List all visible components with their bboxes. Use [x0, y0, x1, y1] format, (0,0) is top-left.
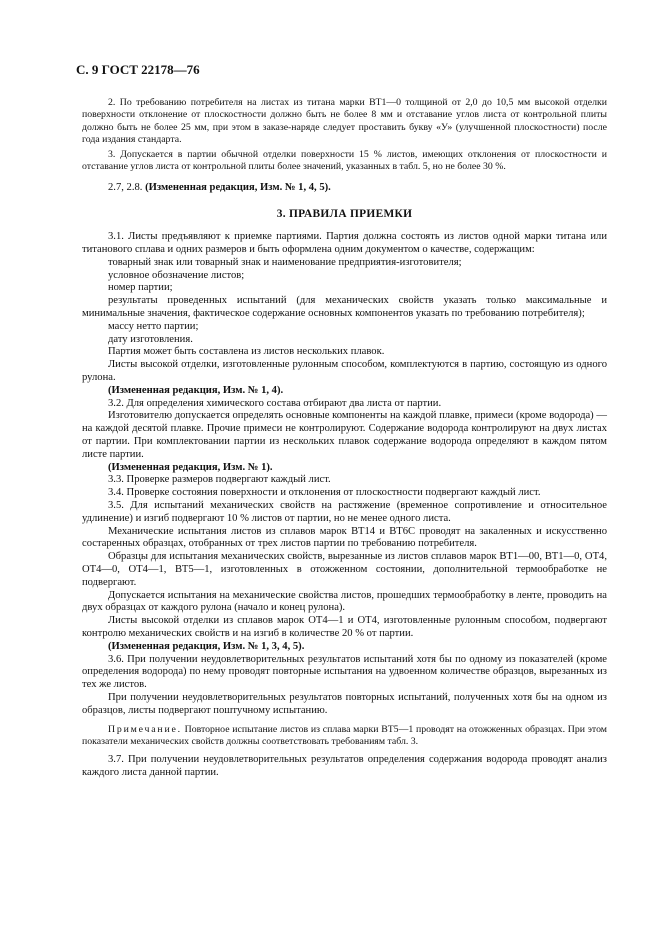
clause-3-5-extra-3: Допускается испытания на механические свойства листов, прошедших термообработку в ленте, проводить на двух образцах от каждого рулона (начало и конец рулона).: [82, 589, 607, 614]
list-item: результаты проведенных испытаний (для механических свойств указать только максимальные и минимальные значения, фактическое содержание основных компонентов указать по требованию потребителя);: [82, 295, 607, 320]
list-item: номер партии;: [108, 282, 173, 294]
revision-2-7-bold: (Измененная редакция, Изм. № 1, 4, 5).: [145, 182, 331, 194]
clause-3-2-revision: (Измененная редакция, Изм. № 1).: [108, 461, 273, 473]
revision-2-7-prefix: 2.7, 2.8.: [108, 182, 146, 194]
clause-3-6-extra: При получении неудовлетворительных результатов повторных испытаний, полученных хотя бы на одном из образцов, листы подвергают поштучному испытанию.: [82, 691, 607, 716]
clause-3-2-extra: Изготовителю допускается определять основные компоненты на каждой плавке, примеси (кроме водорода) — на каждой десятой плавке. Прочие примеси не контролируют. Содержание водорода контролируют на двух листах от партии. При комплектовании партии из нескольких плавок содержание водорода определяют в каждом пятом листе партии.: [82, 410, 607, 460]
table-notes: [82, 97, 607, 173]
section-title: 3. ПРАВИЛА ПРИЕМКИ: [276, 208, 413, 221]
revision-2-7: [82, 182, 607, 195]
clause-3-6: 3.6. При получении неудовлетворительных результатов испытаний хотя бы по одному из показателей (кроме определения водорода) по нему проводят повторные испытания на удвоенном количестве образцов, вырезанных из тех же листов.: [82, 653, 607, 691]
note-3: 3. Допускается в партии обычной отделки поверхности 15 % листов, имеющих отклонения от плоскостности и отставание углов листа от контрольной плиты более значений, указанных в табл. 5, но не более 30 %.: [82, 148, 607, 173]
clause-3-2: 3.2. Для определения химического состава отбирают два листа от партии.: [108, 397, 442, 409]
page-header: С. 9 ГОСТ 22178—76: [76, 62, 200, 77]
clause-3-4: 3.4. Проверке состояния поверхности и отклонения от плоскостности подвергают каждый лист.: [108, 487, 541, 499]
clause-3-1-extra-1: Партия может быть составлена из листов нескольких плавок.: [108, 346, 385, 358]
note-paragraph: [82, 724, 607, 748]
list-item: товарный знак или товарный знак и наименование предприятия-изготовителя;: [108, 256, 462, 268]
list-item: дату изготовления.: [108, 333, 193, 345]
note-2: 2. По требованию потребителя на листах из титана марки ВТ1—0 толщиной от 2,0 до 10,5 мм высокой отделки поверхности отклонение от плоскостности должно быть не более 8 мм и отставание углов листа от контрольной плиты должно быть не более 25 мм, при этом в заказе-наряде следует проставить букву «У» (улучшенной плоскостности) после года издания стандарта.: [82, 97, 607, 146]
list-item: условное обозначение листов;: [108, 269, 245, 281]
clause-3-6-note: [82, 724, 607, 748]
list-item: массу нетто партии;: [108, 320, 199, 332]
clause-3-3: 3.3. Проверке размеров подвергают каждый лист.: [108, 474, 331, 486]
clause-3-5-extra-1: Механические испытания листов из сплавов марок ВТ14 и ВТ6С проводят на закаленных и искусственно состаренных образцах, отобранных от трех листов партии по требованию потребителя.: [82, 525, 607, 550]
clause-3-1-revision: (Измененная редакция, Изм. № 1, 4).: [108, 384, 284, 396]
clause-3-5-extra-4: Листы высокой отделки из сплавов марок ОТ4—1 и ОТ4, изготовленные рулонным способом, подвергают контролю механических свойств и на изгиб в количестве 20 % от партии.: [82, 615, 607, 639]
clause-3-5: 3.5. Для испытаний механических свойств на растяжение (временное сопротивление и относительное удлинение) и изгиб подвергают 10 % листов от партии, но не менее одного листа.: [82, 499, 607, 524]
main-text: [82, 182, 607, 779]
clause-3-5-revision: (Измененная редакция, Изм. № 1, 3, 4, 5).: [108, 640, 305, 652]
note-text: Повторное испытание листов из сплава марки ВТ5—1 проводят на отожженных образцах. При этом показатели механических свойств должны соответствовать требованиям табл. 3.: [82, 723, 607, 747]
note-label: Примечание.: [108, 723, 182, 735]
clause-3-1-extra-2: Листы высокой отделки, изготовленные рулонным способом, комплектуются в партию, состоящую из одного рулона.: [82, 359, 607, 383]
clause-3-5-extra-2: Образцы для испытания механических свойств, вырезанные из листов сплавов марок ВТ1—00, ВТ1—0, ОТ4, ОТ4—0, ОТ4—1, ВТ5—1, изготовленных в отожженном состоянии, дополнительной термообработке не подвергают.: [82, 551, 607, 588]
clause-3-7: 3.7. При получении неудовлетворительных результатов определения содержания водорода проводят анализ каждого листа данной партии.: [82, 753, 607, 778]
clause-3-1: 3.1. Листы предъявляют к приемке партиями. Партия должна состоять из листов одной марки титана или титанового сплава и одних размеров и быть оформлена одним документом о качестве, содержащим:: [82, 231, 607, 256]
